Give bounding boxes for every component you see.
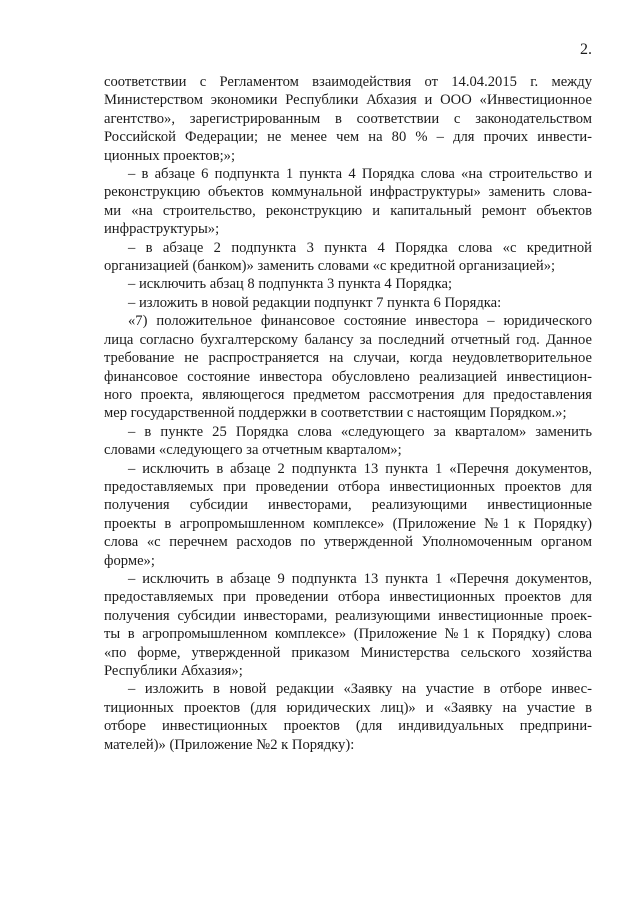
text-line: словами «следующего за отчетным кварталом»; <box>104 442 402 459</box>
text-line: Республики Абхазия»; <box>104 663 243 679</box>
text-line: ного проекта, являющегося предметом рассмотрения для предоставления <box>104 386 592 403</box>
text-line: получения субсидии инвесторами, реализующими инвестиционные <box>104 497 592 514</box>
text-line: требование не распространяется на случаи, когда неудовлетворительное <box>104 350 592 367</box>
text-line: – изложить в новой редакции «Заявку на участие в отборе инвес- <box>128 681 592 698</box>
text-line: инфраструктуры»; <box>104 221 220 238</box>
paragraph-new-subclause-7 <box>104 312 592 422</box>
text-line: – в пункте 25 Порядка слова «следующего за кварталом» заменить <box>128 423 592 440</box>
text-line: мателей)» (Приложение №2 к Порядку): <box>104 736 355 753</box>
paragraph-amendment-6 <box>104 460 592 570</box>
text-line: слова «с перечнем расходов по утвержденной Уполномоченным органом <box>104 534 592 551</box>
text-line: – изложить в новой редакции подпункт 7 пункта 6 Порядка: <box>128 294 502 311</box>
text-line: «7) положительное финансовое состояние инвестора – юридического <box>128 313 592 330</box>
text-line: ты в агропромышленном комплексе» (Приложение №1 к Порядку) слова <box>104 626 592 643</box>
text-line: мер государственной поддержки в соответствии с настоящим Порядком.»; <box>104 405 567 422</box>
text-line: предоставляемых при проведении отбора инвестиционных проектов для <box>104 478 592 495</box>
text-line: ционных проектов;»; <box>104 147 236 164</box>
text-line: Российской Федерации; не менее чем на 80 % – для прочих инвести- <box>104 129 592 146</box>
paragraph-continuation <box>104 73 592 165</box>
text-line: агентство», зарегистрированным в соответствии с законодательством <box>104 110 592 127</box>
text-line: проекты в агропромышленном комплексе» (Приложение №1 к Порядку) <box>104 515 592 532</box>
paragraph-amendment-7 <box>104 570 592 680</box>
text-line: – в абзаце 2 подпункта 3 пункта 4 Порядка слова «с кредитной <box>128 239 592 256</box>
paragraph-amendment-2 <box>104 239 592 276</box>
text-line: «по форме, утвержденной приказом Министерства сельского хозяйства <box>104 644 592 661</box>
text-line: Министерством экономики Республики Абхазия и ООО «Инвестиционное <box>104 92 592 109</box>
paragraph-amendment-1 <box>104 165 592 239</box>
text-line: организацией (банком)» заменить словами «с кредитной организацией»; <box>104 258 556 275</box>
paragraph-amendment-4 <box>104 294 592 312</box>
text-line: – в абзаце 6 подпункта 1 пункта 4 Порядка слова «на строительство и <box>128 166 592 183</box>
paragraph-amendment-5 <box>104 423 592 460</box>
text-line: – исключить абзац 8 подпункта 3 пункта 4 Порядка; <box>128 276 452 293</box>
paragraph-amendment-3 <box>104 275 592 293</box>
text-line: – исключить в абзаце 2 подпункта 13 пункта 1 «Перечня документов, <box>128 460 592 477</box>
text-line: получения субсидии инвесторами, реализующими инвестиционные проек- <box>104 607 592 624</box>
text-line: форме»; <box>104 552 155 569</box>
paragraph-amendment-8 <box>104 680 592 754</box>
text-line: – исключить в абзаце 9 подпункта 13 пункта 1 «Перечня документов, <box>128 570 592 587</box>
text-line: соответствии с Регламентом взаимодействия от 14.04.2015 г. между <box>104 74 592 90</box>
text-line: тиционных проектов (для юридических лиц)» и «Заявку на участие в <box>104 699 592 716</box>
text-line: лица согласно бухгалтерскому балансу за последний отчетный год. Данное <box>104 331 592 348</box>
text-line: ми «на строительство, реконструкцию и капитальный ремонт объектов <box>104 202 592 219</box>
text-line: отборе инвестиционных проектов (для индивидуальных предприни- <box>104 718 592 735</box>
page-number: 2. <box>580 41 592 58</box>
text-line: финансовое состояние инвестора обусловлено реализацией инвестицион- <box>104 368 592 385</box>
text-line: реконструкцию объектов коммунальной инфраструктуры» заменить слова- <box>104 184 592 201</box>
text-line: предоставляемых при проведении отбора инвестиционных проектов для <box>104 589 592 606</box>
document-body <box>104 73 592 754</box>
